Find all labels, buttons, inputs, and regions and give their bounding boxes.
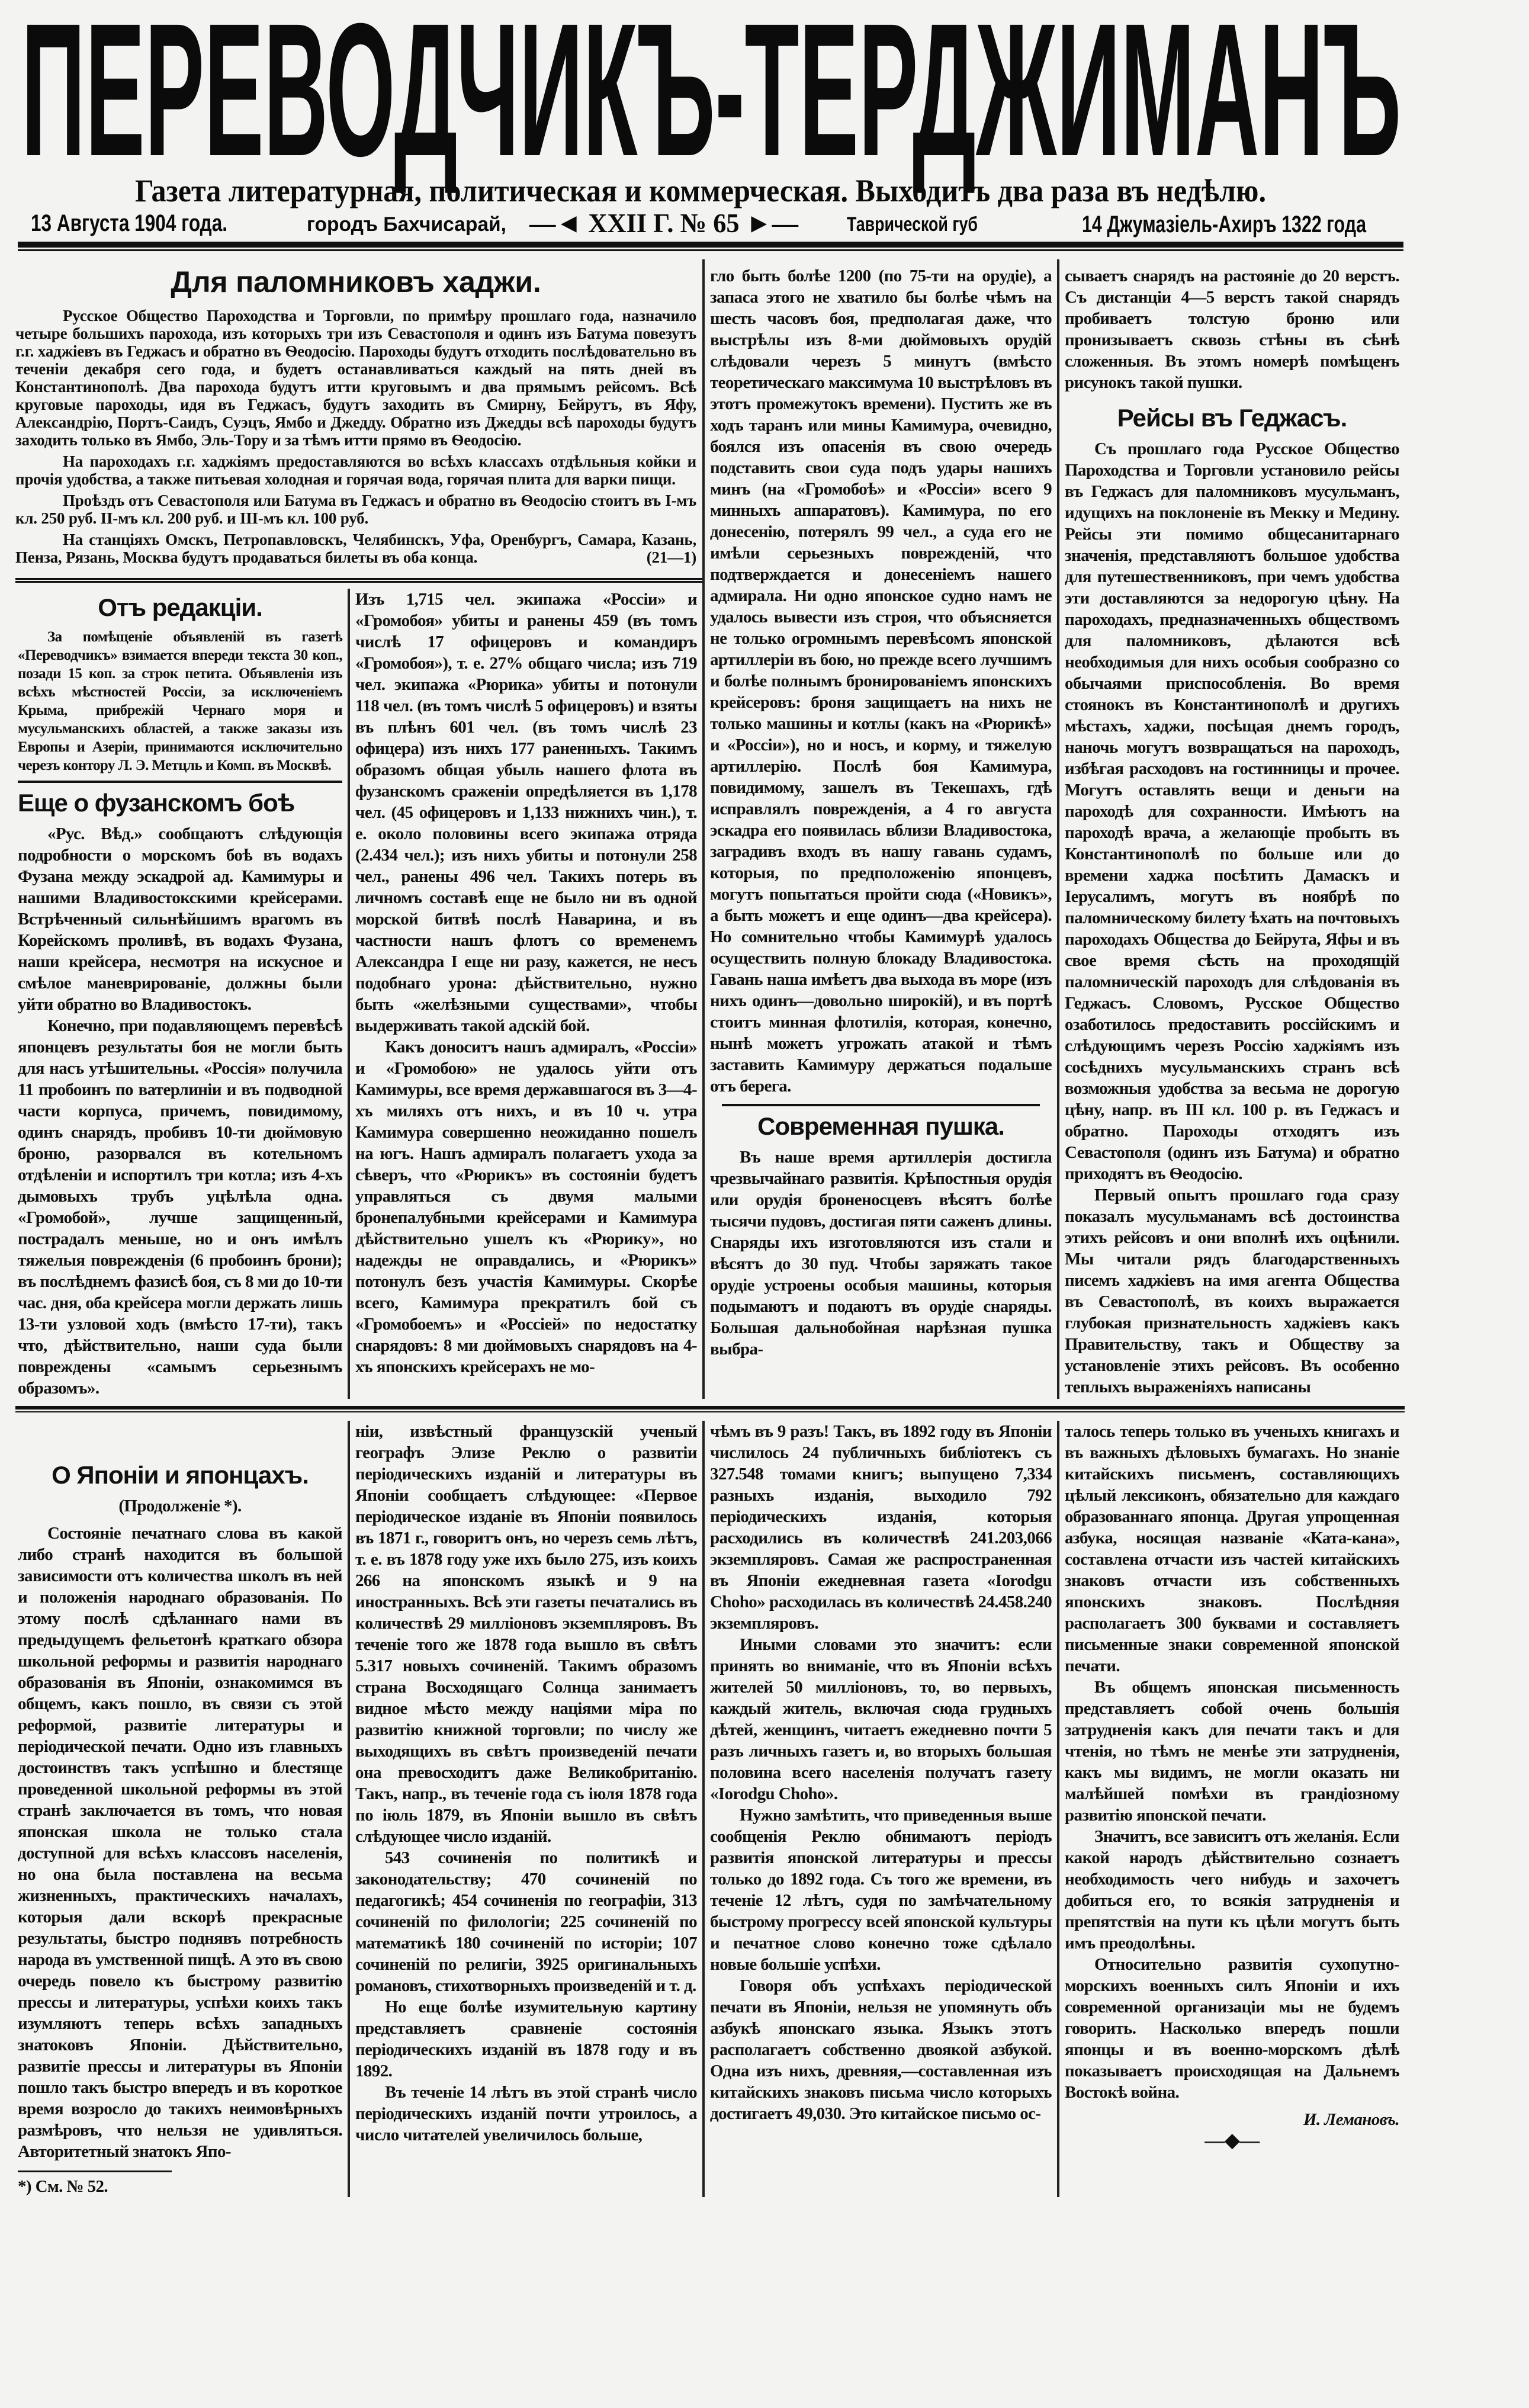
column-3-top [702,259,1057,1399]
article-paragraph: талось теперь только въ ученыхъ книгахъ и въ важныхъ дѣловыхъ бумагахъ. Но знаніе китайскихъ письменъ, составляющихъ цѣлый лексиконъ, обязательно для каждаго образованнаго японца. Другая упрощенная азбука, носящая названіе «Ката-кана», составлена отчасти изъ частей китайскихъ знаковъ отчасти изъ собственныхъ японскихъ знаковъ. Послѣдняя располагаетъ 300 буквами и составляетъ письменные знаки современной японской печати. [1065,1422,1399,1675]
article-paragraph: Въ наше время артиллерія достигла чрезвычайнаго развитія. Крѣпостныя орудія или орудія броненосцевъ вѣсятъ болѣе тысячи пудовъ, достигая пяти саженъ длины. Снаряды ихъ изготовляются изъ стали и вѣсятъ до 30 пуд. Чтобы заряжать такое орудіе устроены особыя машины, которыя подымаютъ и подаютъ въ орудіе снаряды. Большая дальнобойная нарѣзная пушка выбра- [710,1148,1052,1359]
article-title: Для паломниковъ хаджи. [171,265,541,298]
article-paragraph: Изъ 1,715 чел. экипажа «Россіи» и «Громобоя» убиты и ранены 459 (въ томъ числѣ 17 офицеровъ и командиръ «Громобоя»), т. е. 27% общаго числа; изъ 719 чел. экипажа «Рюрика» убиты и потонули 118 чел. (въ томъ числѣ 5 офицеровъ) и взяты въ плѣнъ 601 чел. (въ томъ числѣ 23 офицера) изъ нихъ 177 раненныхъ. Такимъ образомъ общая убыль нашего флота въ фузанскомъ сраженіи опредѣляется въ 1,178 чел. (45 офицеровъ и 1,133 нижнихъ чин.), т. е. около половины всего экипажа отряда (2.434 чел.); изъ нихъ убиты и потонули 258 чел., ранены 496 чел. Такихъ потерь въ личномъ составѣ еще не было ни въ одной морской битвѣ послѣ Наварина, и въ частности нашъ флотъ со временемъ Александра І еще ни разу, кажется, не несъ подобнаго урона: дѣйствительно, нужно быть «желѣзными существами», чтобы выдерживать такой адскій бой. [355,590,697,1035]
article-paragraph: Состояніе печатнаго слова въ какой либо странѣ находится въ большой зависимости отъ количества школъ въ ней и положенія народнаго образованія. По этому послѣ сдѣланнаго нами въ предыдущемъ фельетонѣ краткаго обзора школьной реформы и развитія народнаго образованія въ Японіи, ознакомимся въ общемъ, какъ пошло, въ связи съ этой реформой, развитіе литературы и періодической печати. Одно изъ главныхъ достоинствъ такъ успѣшно и блестяще проведенной школьной реформы въ этой странѣ заключается въ томъ, что новая японская школа не только стала доступной для всѣхъ классовъ населенія, но она была поставлена на весьма жизненныхъ, практическихъ началахъ, которыя дали вскорѣ прекрасные результаты, быстро поднявъ потребность народа въ умственной пищѣ. А это въ свою очередь повело къ быстрому развитію прессы и литературы, успѣхи коихъ такъ изумляютъ теперь всѣхъ западныхъ знатоковъ Японіи. Дѣйствительно, развитіе прессы и литературы въ Японіи пошло такъ быстро впередъ и въ короткое время возросло до такихъ неимовѣрныхъ размѣровъ, что нельзя не удивляться. Авторитетный знатокъ Япо- [18,1524,342,2161]
column-1-bottom [15,1421,348,2197]
article-paragraph: Нужно замѣтить, что приведенныя выше сообщенія Реклю обнимаютъ періодъ развитія японской литературы и прессы только до 1892 года. Съ того же времени, въ теченіе 12 лѣтъ, судя по замѣчательному быстрому прогрессу всей японской культуры и печатное слово конечно тоже сдѣлало новые большіе успѣхи. [710,1806,1052,1974]
article-title: Современная пушка. [757,1112,1004,1140]
lower-section [15,1421,1405,2197]
article-paragraph: гло быть болѣе 1200 (по 75-ти на орудіе), а запаса этого не хватило бы болѣе чѣмъ на шесть часовъ боя, предполагая даже, что выстрѣлы изъ 8-ми дюймовыхъ орудій слѣдовали черезъ 5 минутъ (вмѣсто теоретическаго максимума 10 выстрѣловъ въ этотъ промежутокъ времени). Пустить же въ ходъ таранъ или мины Камимура, очевидно, боялся изъ опасенія въ свою очередь подставить свои суда подъ удары нашихъ минъ (на «Громобоѣ» и «Россіи» всего 9 минныхъ аппаратовъ). Камимура, по его донесенію, потерялъ 99 чел., а суда его не имѣли серьезныхъ поврежденій, что подтверждается и донесеніемъ нашего адмирала. Ни одно японское судно намъ не удалось вывести изъ строя, что объясняется не только огромнымъ перевѣсомъ японской артиллеріи въ бою, но прежде всего лучшимъ и болѣе полнымъ бронированіемъ японскихъ крейсеровъ: броня защищаетъ на нихъ не только машины и котлы (какъ на «Рюрикѣ» и «Россіи»), но и носъ, и корму, и тяжелую артиллерію. Послѣ боя Камимура, повидимому, зашелъ въ Текешахъ, гдѣ исправлялъ поврежденія, а 4 го августа эскадра его появилась вблизи Владивостока, заградивъ входъ въ нашу гавань судамъ, которыя, по предположенію японцевъ, могутъ попытаться пройти сюда («Новикъ», а быть можетъ и еще одинъ—два крейсера). Но сомнительно чтобы Камимурѣ удалось осуществить полную блокаду Владивостока. Гавань наша имѣетъ два выхода въ море (изъ нихъ одинъ—довольно широкій), и въ портѣ стоитъ минная флотилія, которая, конечно, нынѣ можетъ угрожать атакой и тѣмъ заставить Камимуру держаться подальше отъ берега. [710,267,1052,1096]
article-paragraph: Иными словами это значитъ: если принять во вниманіе, что въ Японіи всѣхъ жителей 50 милліоновъ, то, во первыхъ, каждый житель, включая сюда грудныхъ дѣтей, женщинъ, читаетъ ежедневно почти 5 разъ личныхъ газетъ и, во вторыхъ большая половина всего населенія получатъ газету «Iorodgu Choho». [710,1635,1052,1803]
article-paragraph: Говоря объ успѣхахъ періодической печати въ Японіи, нельзя не упомянуть объ азбукѣ японскаго языка. Языкъ этотъ располагаетъ собственно двоякой азбукой. Одна изъ нихъ, древняя,—составленная изъ китайскихъ знаковъ письма число которыхъ достигаетъ 49,030. Это китайское письмо ос- [710,1976,1052,2123]
article-paragraph: ніи, извѣстный французскій ученый географъ Элизе Реклю о развитіи періодическихъ изданій и литературы въ Японіи сообщаетъ слѣдующее: «Первое періодическое изданіе въ Японіи появилось въ 1871 г., говоритъ онъ, но черезъ семь лѣтъ, т. е. въ 1878 году уже ихъ было 275, изъ коихъ 266 на японскомъ языкѣ и 9 на иностранныхъ. Всѣ эти газеты печатались въ количествѣ 29 милліоновъ экземпляровъ. Въ теченіе того же 1878 года вышло въ свѣтъ 5.317 новыхъ сочиненій. Такимъ образомъ страна Восходящаго Солнца занимаетъ видное мѣсто между націями міра по развитію книжной торговли; по числу же выходящихъ въ свѣтъ произведеній печати она превосходитъ даже Великобританію. Такъ, напр., въ теченіе года съ іюля 1878 года по іюль 1879, въ Японіи вышло въ свѣтъ слѣдующее число изданій. [355,1422,697,1846]
issue-number: —◄ XXII Г. № 65 ►— [529,208,799,238]
upper-section [15,259,1405,1399]
article-paragraph: Первый опытъ прошлаго года сразу показалъ мусульманамъ всѣ достоинства этихъ рейсовъ и они вполнѣ ихъ оцѣнили. Мы читали рядъ благодарственныхъ писемъ хаджіевъ на имя агента Общества въ Севастополѣ, въ коихъ выражается глубокая признательность хаджіевъ какъ Правительству, такъ и Обществу за установленіе этихъ рейсовъ. Въ особенно теплыхъ выраженіяхъ написаны [1065,1186,1399,1396]
issue-city: городъ Бахчисарай, [307,213,506,236]
article-paragraph: Съ прошлаго года Русское Общество Пароходства и Торговли установило рейсы въ Геджасъ для паломниковъ мусульманъ, идущихъ на поклоненіе въ Мекку и Медину. Рейсы эти помимо общесанитарнаго значенія, представляютъ большое удобства для путешественниковъ, при чемъ удобства эти доставляются за недорогую цѣну. На пароходахъ, предназначенныхъ обществомъ для паломниковъ, дѣлаются всѣ необходимыя для нихъ особыя сообразно со обычаями приспособленія. Во время стоянокъ въ Константинополѣ и другихъ мѣстахъ, хаджи, посѣщая днемъ городъ, наночь могутъ возвращаться на пароходъ, избѣгая расходовъ на гостинницы и прочее. Могутъ оставлять вещи и деньги на пароходѣ для сохранности. Имѣютъ на пароходѣ врача, а желающіе пробыть въ Константинополѣ по больше или до времени хаджа посѣтить Дамаскъ и Іерусалимъ, могутъ въ ноябрѣ по паломническому билету ѣхать на почтовыхъ пароходахъ Общества до Бейрута, Яфы и въ свое время сѣсть на проходящій паломническій пароходъ для слѣдованія въ Геджасъ. Словомъ, Русское Общество озаботилось предоставить россійскимъ и слѣдующимъ черезъ Россію хаджіямъ изъ сосѣднихъ мусульманскихъ странъ всѣ возможныя удобства за весьма не дорогую цѣну, напр. въ ІІІ кл. 100 р. въ Геджасъ и обратно. Пароходы отходятъ изъ Севастополя (одинъ изъ Батума) и обратно приходятъ въ Ѳеодосію. [1065,439,1399,1183]
article-title: Рейсы въ Геджасъ. [1117,404,1347,432]
column-3-bottom [702,1421,1057,2197]
article-paragraph: чѣмъ въ 9 разъ! Такъ, въ 1892 году въ Японіи числилось 24 публичныхъ библіотекъ съ 327.548 томами книгъ; выпущено 7,334 разныхъ изданія, выходило 792 періодическихъ изданія, которыя расходились въ количествѣ 241.203,066 экземпляровъ. Самая же распространенная въ Японіи ежедневная газета «Iorodgu Choho» расходилась въ количествѣ 24.458.240 экземпляровъ. [710,1422,1052,1633]
column-4-top [1057,259,1405,1399]
article-paragraph: Проѣздъ отъ Севастополя или Батума въ Геджасъ и обратно въ Ѳеодосію стоитъ въ І-мъ кл. 250 руб. ІІ-мъ кл. 200 руб. и ІІІ-мъ кл. 100 руб. [15,492,696,527]
article-paragraph: Но еще болѣе изумительную картину представляетъ сравненіе состоянія періодическихъ изданій въ 1878 году и въ 1892. [355,1998,697,2080]
column-1-top [15,589,348,1399]
article-paragraph: На пароходахъ г.г. хаджіямъ предоставляются во всѣхъ классахъ отдѣльныя койки и прочія удобства, а также питьевая холодная и горячая вода, горячая плита для варки пищи. [15,452,696,488]
article-end-rule [722,1104,1040,1106]
column-2-top [348,589,702,1399]
masthead-rule-thin [18,249,1403,251]
author-signature: И. Лемановъ. [1303,2110,1399,2129]
newspaper-subtitle: Газета литературная, политическая и коммерческая. Выходитъ два раза въ недѣлю. [135,173,1266,208]
feuilleton-rule [15,1406,1405,1412]
column-2-bottom [348,1421,702,2197]
footnote: *) См. № 52. [18,2177,108,2196]
article-paragraph: Конечно, при подавляющемъ перевѣсѣ японцевъ результаты боя не могли быть для насъ утѣшительны. «Россія» получила 11 пробоинъ по ватерлиніи и въ подводной части корпуса, причемъ, повидимому, одинъ снарядъ, пробивъ 10-ти дюймовую броню, разорвался въ котельномъ отдѣленіи и испортилъ три котла; изъ 4-хъ дымовыхъ трубъ уцѣлѣла одна. «Громобой», лучше защищенный, пострадалъ меньше, но и онъ имѣлъ тяжелыя поврежденія (6 пробоинъ брони); въ послѣднемъ фазисѣ боя, съ 8 ми до 10-ти час. дня, оба крейсера могли держать лишь 13-ти узловой ходъ (вмѣсто 17-ти), такъ что, дѣйствительно, наши суда были повреждены «самымъ серьезнымъ образомъ». [18,1016,342,1398]
editorial-text: За помѣщеніе объявленій въ газетѣ «Переводчикъ» взимается впереди текста 30 коп., позади 15 коп. за строк петита. Объявленія изъ всѣхъ мѣстностей Россіи, за исключеніемъ Крыма, прибрежій Чернаго моря и мусульманскихъ областей, а также заказы изъ Европы и Азеріи, принимаются исключительно черезъ контору Л. Э. Метцль и Комп. въ Москвѣ. [18,629,342,773]
masthead [0,0,1529,255]
article-paragraph: Въ общемъ японская письменность представляетъ собой очень большія затрудненія какъ для печати такъ и для чтенія, но тѣмъ не менѣе эти затрудненія, какъ мы видимъ, не могли оказать ни малѣйшей помѣхи въ грандіозному развитію японской печати. [1065,1678,1399,1825]
article-paragraph-text: На станціяхъ Омскъ, Петропавловскъ, Челябинскъ, Уфа, Оренбургъ, Самара, Казань, Пенза, Рязань, Москва будутъ продаваться билеты въ оба конца. [15,531,696,566]
masthead-rule [18,242,1403,248]
article-title: О Японіи и японцахъ. [52,1461,309,1489]
ad-code: (21—1) [646,548,696,566]
article-title: Еще о фузанскомъ боѣ [18,789,295,817]
article-paragraph: «Рус. Вѣд.» сообщаютъ слѣдующія подробности о морскомъ боѣ въ водахъ Фузана между эскадрой ад. Камимуры и нашими Владивостокскими крейсерами. Встрѣченный сильнѣйшимъ врагомъ въ Корейскомъ проливѣ, въ водахъ Фузана, наши крейсера, несмотря на искусное и смѣлое маневрированіе, должны были уйти обратно во Владивостокъ. [18,824,342,1014]
masthead-area [0,0,1529,255]
editorial-title: Отъ редакціи. [98,593,262,621]
newspaper-title: ПЕРЕВОДЧИКЪ-ТЕРДЖИМАНЪ [21,0,1401,195]
issue-date: 13 Августа 1904 года. [31,210,227,236]
issue-hijri-date: 14 Джумазіель-Ахиръ 1322 года [1082,211,1367,237]
article-paragraph: Относительно развитія сухопутно-морскихъ военныхъ силъ Японіи и ихъ современной организаціи мы не будемъ говорить. Насколько впередъ пошли японцы и въ военно-морскомъ дѣлѣ показываетъ происходящая на Дальнемъ Востокѣ война. [1065,1955,1399,2102]
column-4-bottom [1057,1421,1405,2197]
article-continued-note: (Продолженіе *). [118,1497,242,1516]
article-paragraph: сываетъ снарядъ на растояніе до 20 верстъ. Съ дистанціи 4—5 верстъ такой снарядъ пробиваетъ толстую броню или пронизываетъ сквозь стѣны въ сѣнѣ сложенныя. Въ этомъ номерѣ помѣщенъ рисунокъ такой пушки. [1065,267,1399,392]
editorial-rule [18,781,342,783]
article-paragraph: Русское Общество Пароходства и Торговли, по примѣру прошлаго года, назначило четыре большихъ парохода, изъ которыхъ три изъ Севастополя и одинъ изъ Батума повезутъ г.г. хаджіевъ въ Геджасъ и обратно въ Ѳеодосію. Пароходы будутъ отходить послѣдовательно въ теченіи декабря сего года, и будетъ останавливаться каждый на пять дней въ Константинополѣ. Два парохода будутъ итти круговымъ и два прямымъ рейсомъ. Всѣ круговые пароходы, идя въ Геджасъ, будутъ заходить въ Смирну, Бейрутъ, въ Яфу, Александрію, Портъ-Саидъ, Суэцъ, Ямбо и Джедду. Обратно изъ Джедды всѣ пароходы будутъ заходить только въ Ямбо, Эль-Тору и за тѣмъ итти прямо въ Ѳеодосію. [15,307,696,449]
article-paragraph: Значитъ, все зависитъ отъ желанія. Если какой народъ дѣйствительно сознаетъ необходимость чего нибудь и захочетъ добиться его, то всякія затрудненія и препятствія на пути къ цѣли могутъ быть имъ преодолѣны. [1065,1827,1399,1953]
article-paragraph: Какъ доноситъ нашъ адмиралъ, «Россіи» и «Громобою» не удалось уйти отъ Камимуры, все время державшагося въ 3—4-хъ миляхъ отъ нихъ, и въ 10 ч. утра Камимура совершенно неожиданно пошелъ на югъ. Нашъ адмиралъ полагаетъ ухода за сѣверъ, что «Рюрикъ» въ состояніи будетъ управляться съ двумя малыми бронепалубными крейсерами и Камимура дѣйствительно ушелъ къ «Рюрику», но надежды не оправдались, и «Рюрикъ» потонулъ безъ участія Камимуры. Скорѣе всего, Камимура прекратилъ бой съ «Громобоемъ» и «Россіей» по недостатку снарядовъ: 8 ми дюймовыхъ снарядовъ на 4-хъ японскихъ крейсерахъ не мо- [355,1038,697,1376]
article-pilgrims [15,259,702,583]
end-ornament: —◆— [1204,2130,1260,2152]
article-paragraph: Въ теченіе 14 лѣтъ въ этой странѣ число періодическихъ изданій почти утроилось, а число читателей увеличилось больше, [355,2083,697,2144]
article-paragraph [15,531,696,566]
footnote-rule [18,2171,172,2172]
article-paragraph: 543 сочиненія по политикѣ и законодательству; 470 сочиненій по педагогикѣ; 454 сочиненія по географіи, 313 сочиненій по филологіи; 225 сочиненій по математикѣ 180 сочиненій по исторіи; 107 сочиненій по религіи, 3925 оригинальныхъ романовъ, стихотворныхъ произведеній и т. д. [355,1848,697,1995]
issue-province: Таврической губ [847,213,978,236]
